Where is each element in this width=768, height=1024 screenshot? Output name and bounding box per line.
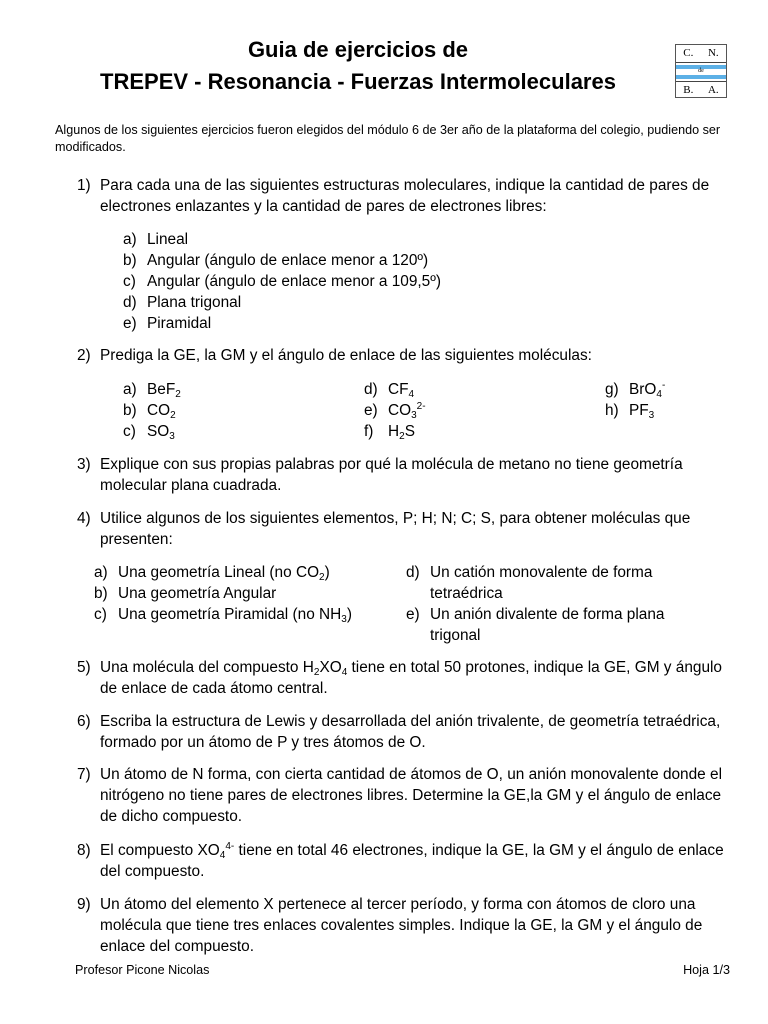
question-number: 9)	[77, 896, 91, 913]
question-text: Prediga la GE, la GM y el ángulo de enlace de las siguientes moléculas:	[100, 347, 592, 364]
question-8	[77, 840, 737, 882]
intro-text: Algunos de los siguientes ejercicios fueron elegidos del módulo 6 de 3er año de la plataforma del colegio, pudiendo ser modificados.	[55, 123, 721, 154]
q4-option-e: e) Un anión divalente de forma plana trigonal	[406, 606, 665, 644]
question-3	[77, 454, 737, 496]
question-1	[77, 175, 737, 217]
question-4	[77, 508, 737, 550]
q2-option-f: f) $H_2S$	[364, 423, 415, 442]
q1-option-c: c) Angular (ángulo de enlace menor a 109,5º)	[123, 273, 441, 290]
question-number: 5)	[77, 659, 91, 676]
question-text: Utilice algunos de los siguientes elementos, P; H; N; C; S, para obtener moléculas que presenten:	[100, 510, 691, 548]
question-number: 6)	[77, 713, 91, 730]
logo-letter-b: B.	[683, 84, 694, 96]
question-number: 4)	[77, 510, 91, 527]
q2-option-c: c) $SO_3$	[123, 423, 175, 442]
q4-option-b: b) Una geometría Angular	[94, 585, 277, 602]
question-number: 7)	[77, 766, 91, 783]
question-2	[77, 345, 737, 366]
page-title	[48, 34, 668, 98]
school-logo	[675, 44, 727, 98]
question-text: Una molécula del compuesto $H_2XO_4$ tiene en total 50 protones, indique la GE, GM y ángulo de enlace de cada átomo central.	[100, 659, 722, 697]
logo-band	[676, 62, 726, 82]
question-number: 3)	[77, 456, 91, 473]
q2-option-h: h) $PF_3$	[605, 402, 655, 421]
question-number: 2)	[77, 347, 91, 364]
q1-option-e: e) Piramidal	[123, 315, 212, 332]
question-text: Escriba la estructura de Lewis y desarrollada del anión trivalente, de geometría tetraédrica, formado por un átomo de P y tres átomos de O.	[100, 713, 721, 751]
title-line-2: TREPEV - Resonancia - Fuerzas Intermoleculares	[100, 69, 616, 94]
q1-option-b: b) Angular (ángulo de enlace menor a 120º)	[123, 252, 429, 269]
question-text: Para cada una de las siguientes estructuras moleculares, indique la cantidad de pares de electrones enlazantes y la cantidad de pares de electrones libres:	[100, 177, 710, 215]
question-text: Un átomo de N forma, con cierta cantidad de átomos de O, un anión monovalente donde el nitrógeno no tiene pares de electrones libres. Determine la GE,la GM y el ángulo de enlace de dicho compuesto.	[100, 766, 722, 825]
q1-option-a: a) Lineal	[123, 231, 189, 248]
logo-letter-a: A.	[707, 84, 719, 96]
q2-option-b: b) $CO_2$	[123, 402, 176, 421]
question-5	[77, 657, 737, 699]
q1-option-d: d) Plana trigonal	[123, 294, 242, 311]
footer-author: Profesor Picone Nicolas	[75, 963, 210, 977]
question-number: 1)	[77, 177, 91, 194]
logo-letter-n: N.	[707, 47, 719, 59]
logo-de: de	[698, 68, 704, 74]
q2-option-e: e) $CO_3^{2-}$	[364, 401, 426, 421]
question-text: El compuesto $XO_4^{4-}$ tiene en total 46 electrones, indique la GE, la GM y el ángulo de enlace del compuesto.	[100, 841, 724, 880]
q4-option-d: d) Un catión monovalente de forma tetraédrica	[406, 564, 653, 602]
q2-option-a: a) BeF$_2$	[123, 381, 181, 400]
footer-page-number: Hoja 1/3	[683, 963, 730, 977]
q2-option-d: d) $CF_4$	[364, 381, 415, 400]
question-9	[77, 894, 737, 957]
question-6	[77, 711, 737, 753]
logo-letter-c: C.	[683, 47, 694, 59]
question-text: Explique con sus propias palabras por qué la molécula de metano no tiene geometría molecular plana cuadrada.	[100, 456, 683, 494]
question-number: 8)	[77, 842, 91, 859]
q2-option-g: g) BrO$_4$-	[605, 380, 666, 400]
question-7	[77, 764, 737, 827]
q4-option-c: c) Una geometría Piramidal (no $NH_3$)	[94, 606, 352, 625]
title-line-1: Guia de ejercicios de	[247, 37, 469, 62]
q4-option-a: a) Una geometría Lineal (no $CO_2$)	[94, 564, 330, 583]
question-text: Un átomo del elemento X pertenece al tercer período, y forma con átomos de cloro una molécula que tiene tres enlaces covalentes simples. Indique la GE, la GM y el ángulo de enlace del compuesto.	[100, 896, 703, 955]
